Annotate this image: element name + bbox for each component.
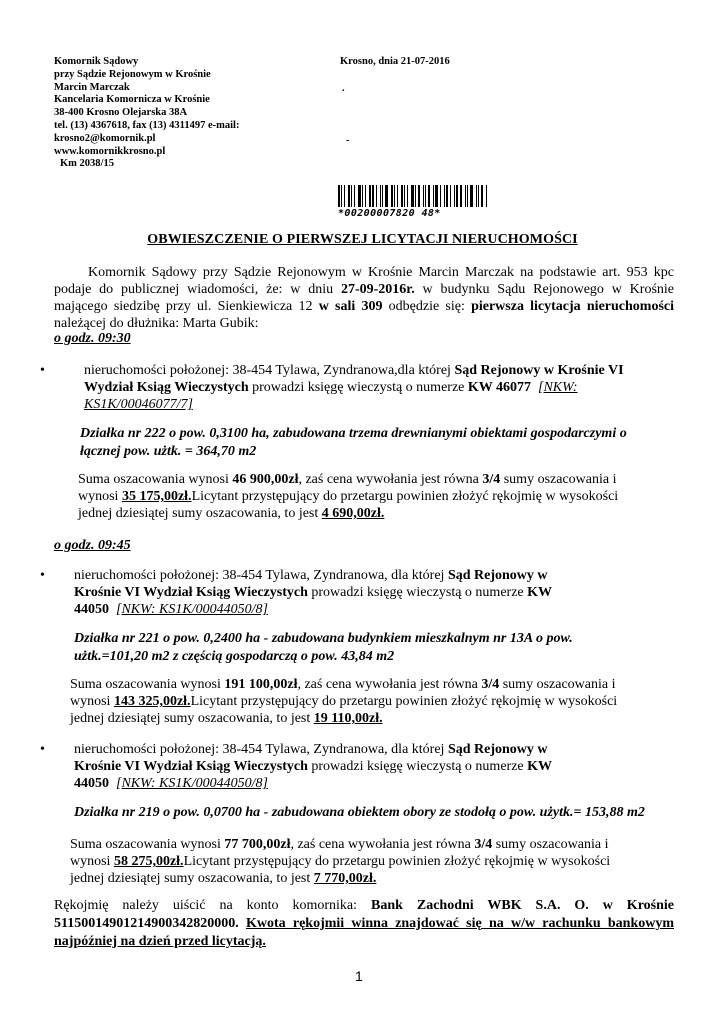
auction-type: pierwsza licytacja nieruchomości	[471, 299, 674, 314]
starting-price: 58 275,00zł.	[113, 854, 184, 869]
valuation-text: sumy oszacowania i wynosi	[70, 837, 609, 869]
barcode-bar	[348, 185, 350, 207]
barcode-bar	[382, 185, 383, 207]
valuation-paragraph	[70, 836, 630, 887]
property-description	[74, 741, 574, 792]
barcode-bar	[391, 185, 393, 207]
barcode-bar	[404, 185, 405, 207]
property-text: prowadzi księgę wieczystą o numerze	[307, 759, 528, 774]
page-number: 1	[355, 968, 363, 984]
barcode-bar	[476, 185, 477, 207]
barcode-bar	[467, 185, 468, 207]
barcode-bar	[415, 185, 416, 207]
auction-date: 27-09-2016r.	[340, 282, 415, 297]
intro-text: w budynku Sądu Rejonowego w Krośnie mającego siedzibę przy ul. Sienkiewicza 12	[54, 282, 675, 314]
barcode-bar	[338, 185, 340, 207]
bullet-icon: •	[40, 568, 45, 583]
auction-room: w sali 309	[318, 299, 383, 314]
valuation-paragraph	[78, 471, 638, 522]
new-land-register-number: [NKW: KS1K/00044050/8]	[116, 776, 268, 791]
barcode-bar	[470, 185, 473, 207]
header-line: Marcin Marczak	[54, 81, 130, 93]
plot-description: Działka nr 219 o pow. 0,0700 ha - zabudowana obiektem obory ze stodołą o pow. użytk.= 153,88 m2	[74, 805, 645, 820]
barcode-bar	[481, 185, 483, 207]
barcode-bar	[372, 185, 374, 207]
intro-text: Komornik Sądowy przy Sądzie Rejonowym w Krośnie Marcin Marczak na podstawie art. 953 kpc podaje do publicznej wiadomości, że: w dniu	[54, 265, 674, 297]
barcode-bar	[454, 185, 455, 207]
barcode	[338, 185, 488, 219]
barcode-bar	[407, 185, 408, 207]
bailiff-header	[54, 56, 239, 171]
header-line: 38-400 Krosno Olejarska 38A	[54, 107, 188, 119]
property-description	[74, 567, 574, 618]
barcode-text: *00200007820 48*	[338, 208, 441, 219]
barcode-bar	[369, 185, 371, 207]
deposit-text: Licytant przystępujący do przetargu powinien złożyć rękojmię w wysokości jednej dziesiątej sumy oszacowania, to jest	[78, 489, 619, 521]
estimated-value: 191 100,00zł	[224, 677, 298, 692]
barcode-bar	[456, 185, 458, 207]
barcode-bar	[394, 185, 395, 207]
intro-paragraph	[54, 264, 674, 332]
barcode-bar	[486, 185, 487, 207]
barcode-bar	[460, 185, 462, 207]
valuation-text: Suma oszacowania wynosi	[70, 677, 225, 692]
valuation-text: sumy oszacowania i wynosi	[70, 677, 616, 709]
barcode-bar	[444, 185, 445, 207]
document-title: OBWIESZCZENIE O PIERWSZEJ LICYTACJI NIERUCHOMOŚCI	[147, 232, 578, 247]
starting-price: 143 325,00zł.	[113, 694, 191, 709]
header-line: Kancelaria Komornicza w Krośnie	[54, 94, 210, 106]
bullet-icon: •	[40, 742, 45, 757]
barcode-bar	[344, 185, 345, 207]
barcode-bar	[385, 185, 388, 207]
header-email: krosno2@komornik.pl	[54, 132, 156, 144]
valuation-text: Suma oszacowania wynosi	[78, 472, 233, 487]
barcode-bars	[338, 185, 488, 207]
property-description	[84, 362, 624, 413]
payment-text: Rękojmię należy uiścić na konto komornika:	[54, 898, 371, 913]
bank-account: Bank Zachodni WBK S.A. O. w Krośnie 51150014901214900342820000.	[54, 898, 674, 931]
barcode-bar	[435, 185, 438, 207]
barcode-bar	[411, 185, 414, 207]
auction-time: o godz. 09:45	[54, 538, 131, 553]
valuation-paragraph	[70, 676, 630, 727]
barcode-bar	[358, 185, 361, 207]
new-land-register-number: [NKW: KS1K/00046077/7]	[84, 380, 578, 412]
barcode-bar	[341, 185, 342, 207]
barcode-bar	[450, 185, 451, 207]
barcode-bar	[446, 185, 448, 207]
barcode-bar	[418, 185, 420, 207]
header-mark: .	[342, 83, 345, 94]
deposit-deadline-note: Kwota rękojmii winna znajdować się na w/w rachunku bankowym najpóźniej na dzień przed licytacją.	[54, 916, 675, 949]
barcode-bar	[425, 185, 426, 207]
new-land-register-number: [NKW: KS1K/00044050/8]	[116, 602, 268, 617]
case-number: Km 2038/15	[60, 158, 114, 170]
valuation-text: , zaś cena wywołania jest równa	[298, 472, 483, 487]
header-line: tel. (13) 4367618, fax (13) 4311497 e-mail:	[54, 119, 240, 131]
barcode-bar	[362, 185, 363, 207]
intro-text: należącej do dłużnika: Marta Gubik:	[54, 316, 259, 331]
payment-text	[239, 916, 246, 931]
estimated-value: 77 700,00zł	[224, 837, 291, 852]
valuation-text: sumy oszacowania i wynosi	[78, 472, 617, 504]
barcode-bar	[376, 185, 377, 207]
auction-time: o godz. 09:30	[54, 331, 131, 346]
intro-text: odbędzie się:	[382, 299, 472, 314]
barcode-bar	[397, 185, 398, 207]
price-fraction: 3/4	[474, 837, 493, 852]
court-name: Sąd Rejonowy w Krośnie VI Wydział Ksiąg Wieczystych	[84, 363, 624, 395]
bullet-icon: •	[40, 363, 45, 378]
property-location: nieruchomości położonej: 38-454 Tylawa, Zyndranowa, dla której	[74, 742, 448, 757]
property-location: nieruchomości położonej: 38-454 Tylawa, Zyndranowa, dla której	[74, 568, 448, 583]
deposit-text: Licytant przystępujący do przetargu powinien złożyć rękojmię w wysokości jednej dziesiątej sumy oszacowania, to jest	[70, 694, 618, 726]
header-line: przy Sądzie Rejonowym w Krośnie	[54, 68, 211, 80]
court-name: Sąd Rejonowy w Krośnie VI Wydział Ksiąg Wieczystych	[74, 568, 548, 600]
valuation-text: , zaś cena wywołania jest równa	[297, 677, 482, 692]
barcode-bar	[428, 185, 430, 207]
header-website: www.komornikkrosno.pl	[54, 145, 166, 157]
property-location: nieruchomości położonej: 38-454 Tylawa, Zyndranowa,dla której	[84, 363, 455, 378]
barcode-bar	[478, 185, 479, 207]
barcode-bar	[465, 185, 466, 207]
valuation-text: , zaś cena wywołania jest równa	[290, 837, 475, 852]
header-mark: -	[346, 135, 350, 146]
plot-description: Działka nr 221 o pow. 0,2400 ha - zabudowana budynkiem mieszkalnym nr 13A o pow. użtk.=101,20 m2 z częścią gospodarczą o pow. 43,84 m2	[74, 631, 573, 664]
payment-instructions	[54, 897, 674, 951]
deposit-amount: 19 110,00zł.	[313, 711, 383, 726]
deposit-amount: 4 690,00zł.	[321, 506, 385, 521]
land-register-number: KW 46077	[467, 380, 532, 395]
barcode-bar	[440, 185, 441, 207]
barcode-bar	[365, 185, 366, 207]
barcode-bar	[380, 185, 381, 207]
barcode-bar	[354, 185, 355, 207]
deposit-amount: 7 770,00zł.	[313, 871, 377, 886]
barcode-bar	[351, 185, 352, 207]
court-name: Sąd Rejonowy w Krośnie VI Wydział Ksiąg Wieczystych	[74, 742, 548, 774]
barcode-bar	[423, 185, 424, 207]
property-text: prowadzi księgę wieczystą o numerze	[307, 585, 528, 600]
barcode-bar	[401, 185, 403, 207]
property-text: prowadzi księgę wieczystą o numerze	[248, 380, 468, 395]
land-register-number: KW 44050	[74, 759, 552, 791]
starting-price: 35 175,00zł.	[121, 489, 192, 504]
price-fraction: 3/4	[482, 472, 501, 487]
plot-description: Działka nr 222 o pow. 0,3100 ha, zabudowana trzema drewnianymi obiektami gospodarczymi o łącznej pow. użtk. = 364,70 m2	[80, 426, 627, 459]
valuation-text: Suma oszacowania wynosi	[70, 837, 225, 852]
document-date: Krosno, dnia 21-07-2016	[340, 56, 450, 67]
estimated-value: 46 900,00zł	[232, 472, 299, 487]
deposit-text: Licytant przystępujący do przetargu powinien złożyć rękojmię w wysokości jednej dziesiątej sumy oszacowania, to jest	[70, 854, 611, 886]
price-fraction: 3/4	[481, 677, 500, 692]
barcode-bar	[433, 185, 434, 207]
land-register-number: KW 44050	[74, 585, 552, 617]
header-line: Komornik Sądowy	[54, 56, 139, 67]
